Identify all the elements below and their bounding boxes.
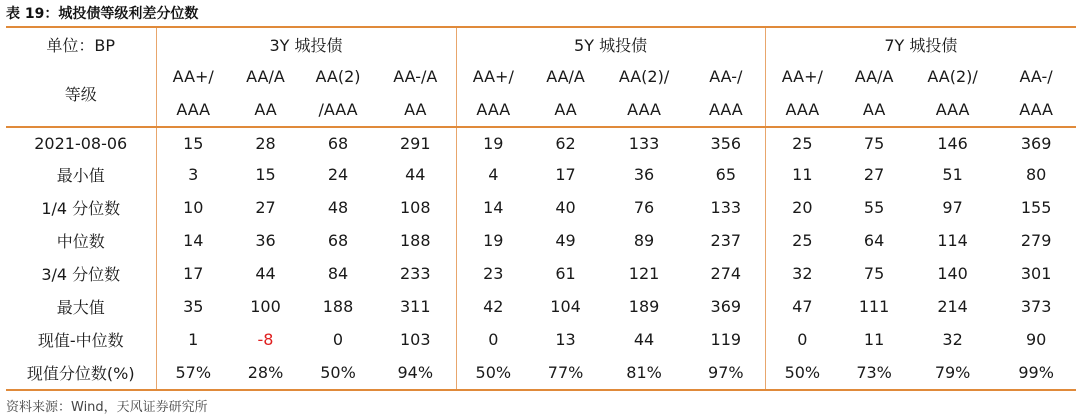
row-label: 最大值 bbox=[56, 298, 105, 317]
table-cell: 0 bbox=[765, 323, 839, 356]
table-cell: 27 bbox=[255, 198, 276, 217]
table-cell: 42 bbox=[456, 290, 530, 323]
table-cell: 111 bbox=[858, 297, 890, 316]
bottom-rule bbox=[6, 389, 1076, 391]
group-header: 7Y 城投债 bbox=[765, 28, 1076, 60]
table-cell: 369 bbox=[996, 127, 1076, 158]
table-row bbox=[6, 257, 1076, 290]
table-cell: 40 bbox=[555, 198, 576, 217]
grade-header-bottom: AA bbox=[554, 100, 577, 119]
table-cell: 188 bbox=[400, 231, 431, 250]
table-cell: 75 bbox=[839, 127, 909, 158]
table-row bbox=[6, 127, 1076, 158]
table-cell: 68 bbox=[301, 127, 375, 158]
row-label: 现值-中位数 bbox=[37, 331, 124, 350]
grade-header-bottom: /AAA bbox=[318, 100, 358, 119]
grade-header-bottom: AAA bbox=[627, 100, 661, 119]
table-cell: 14 bbox=[156, 224, 230, 257]
row-label: 最小值 bbox=[56, 166, 105, 185]
table-cell: 73% bbox=[856, 363, 892, 382]
table-cell: 237 bbox=[710, 231, 742, 250]
table-cell: 155 bbox=[1020, 198, 1052, 217]
grade-header-top: AA(2)/ bbox=[618, 67, 670, 86]
grade-header-top: AA/A bbox=[854, 67, 894, 86]
group-header: 3Y 城投债 bbox=[156, 28, 456, 60]
grade-header-top: AA-/A bbox=[393, 67, 438, 86]
table-cell: 94% bbox=[397, 363, 434, 382]
table-cell: 15 bbox=[255, 165, 276, 184]
table-cell: 20 bbox=[765, 191, 839, 224]
table-cell: 19 bbox=[456, 224, 530, 257]
table-cell: 140 bbox=[937, 264, 968, 283]
table-cell: 279 bbox=[1020, 231, 1052, 250]
grade-header-bottom: AA bbox=[404, 100, 427, 119]
spread-percentile-table bbox=[6, 28, 1076, 389]
row-label: 2021-08-06 bbox=[6, 127, 156, 158]
table-cell: 133 bbox=[601, 127, 687, 158]
row-label: 现值分位数(%) bbox=[26, 364, 135, 383]
table-cell: 15 bbox=[156, 127, 230, 158]
group-header: 5Y 城投债 bbox=[456, 28, 765, 60]
table-cell: 57% bbox=[156, 356, 230, 389]
table-cell: 214 bbox=[937, 297, 968, 316]
table-row bbox=[6, 158, 1076, 191]
table-cell: 25 bbox=[765, 224, 839, 257]
table-cell: 48 bbox=[327, 198, 349, 217]
row-label: 中位数 bbox=[56, 232, 105, 251]
table-cell: 108 bbox=[400, 198, 431, 217]
table-cell: 68 bbox=[327, 231, 349, 250]
table-cell: 13 bbox=[555, 330, 576, 349]
header-row-grades-top bbox=[6, 60, 1076, 93]
table-cell: 62 bbox=[530, 127, 601, 158]
grade-header-top: AA+/ bbox=[156, 60, 230, 93]
table-cell: 19 bbox=[456, 127, 530, 158]
table-cell: 274 bbox=[710, 264, 742, 283]
table-cell: 100 bbox=[250, 297, 281, 316]
table-cell: 97% bbox=[708, 363, 744, 382]
table-cell: 11 bbox=[765, 158, 839, 191]
table-cell: 89 bbox=[633, 231, 655, 250]
table-cell: 188 bbox=[322, 297, 354, 316]
table-cell: 90 bbox=[1025, 330, 1047, 349]
grade-header-top: AA/A bbox=[246, 67, 285, 86]
table-cell: 44 bbox=[633, 330, 655, 349]
table-cell: 55 bbox=[863, 198, 885, 217]
grade-header-top: AA+/ bbox=[765, 60, 839, 93]
grade-header-bottom: AAA bbox=[765, 93, 839, 127]
table-cell: 50% bbox=[320, 363, 356, 382]
table-title: 表 19：城投债等级利差分位数 bbox=[6, 6, 199, 22]
grade-header-top: AA-/ bbox=[709, 67, 743, 86]
table-cell: 44 bbox=[405, 165, 426, 184]
table-cell: 291 bbox=[375, 127, 456, 158]
table-cell: 17 bbox=[156, 257, 230, 290]
table-cell: 36 bbox=[633, 165, 655, 184]
header-row-grades-bottom bbox=[6, 93, 1076, 127]
table-cell: 65 bbox=[715, 165, 736, 184]
table-cell: 35 bbox=[156, 290, 230, 323]
table-row bbox=[6, 224, 1076, 257]
table-cell: 97 bbox=[942, 198, 963, 217]
grade-header-top: AA-/ bbox=[1019, 67, 1053, 86]
table-cell: 50% bbox=[456, 356, 530, 389]
grade-header-bottom: AAA bbox=[156, 93, 230, 127]
table-cell: 49 bbox=[555, 231, 576, 250]
table-cell: 79% bbox=[934, 363, 971, 382]
table-row bbox=[6, 323, 1076, 356]
source-note: 资料来源：Wind，天风证券研究所 bbox=[6, 400, 208, 415]
grade-header-top: AA(2)/ bbox=[927, 67, 978, 86]
grade-header-top: AA(2) bbox=[315, 67, 361, 86]
table-cell: 23 bbox=[456, 257, 530, 290]
row-label: 1/4 分位数 bbox=[41, 199, 121, 218]
table-cell: 104 bbox=[550, 297, 581, 316]
table-cell: 36 bbox=[255, 231, 276, 250]
table-cell: 44 bbox=[255, 264, 276, 283]
table-cell: 84 bbox=[327, 264, 349, 283]
table-cell: 119 bbox=[710, 330, 742, 349]
table-cell: 373 bbox=[1020, 297, 1052, 316]
table-cell: -8 bbox=[257, 330, 274, 349]
table-cell: 25 bbox=[765, 127, 839, 158]
grade-header-bottom: AA bbox=[254, 100, 277, 119]
table-cell: 10 bbox=[156, 191, 230, 224]
grade-header-bottom: AAA bbox=[1019, 100, 1053, 119]
table-cell: 32 bbox=[942, 330, 963, 349]
table-cell: 114 bbox=[937, 231, 968, 250]
table-cell: 4 bbox=[456, 158, 530, 191]
table-cell: 28 bbox=[230, 127, 301, 158]
table-cell: 75 bbox=[863, 264, 885, 283]
table-cell: 0 bbox=[332, 330, 344, 349]
table-cell: 189 bbox=[628, 297, 660, 316]
grade-label: 等级 bbox=[64, 84, 97, 104]
grade-header-bottom: AAA bbox=[456, 93, 530, 127]
grade-header-bottom: AA bbox=[862, 100, 886, 119]
table-cell: 103 bbox=[400, 330, 431, 349]
table-cell: 133 bbox=[710, 198, 742, 217]
grade-header-top: AA+/ bbox=[456, 60, 530, 93]
table-cell: 3 bbox=[156, 158, 230, 191]
table-cell: 61 bbox=[555, 264, 576, 283]
table-row bbox=[6, 356, 1076, 389]
table-cell: 47 bbox=[765, 290, 839, 323]
table-cell: 77% bbox=[547, 363, 584, 382]
table-cell: 32 bbox=[765, 257, 839, 290]
table-cell: 11 bbox=[863, 330, 885, 349]
table-cell: 51 bbox=[942, 165, 963, 184]
table-row bbox=[6, 290, 1076, 323]
table-cell: 28% bbox=[247, 363, 284, 382]
grade-header-bottom: AAA bbox=[935, 100, 970, 119]
table-cell: 0 bbox=[456, 323, 530, 356]
table-cell: 27 bbox=[863, 165, 885, 184]
grade-header-top: AA/A bbox=[546, 67, 585, 86]
table-cell: 121 bbox=[628, 264, 660, 283]
grade-header-bottom: AAA bbox=[708, 100, 743, 119]
table-cell: 369 bbox=[710, 297, 742, 316]
unit-label: 单位：BP bbox=[46, 35, 116, 55]
table-cell: 50% bbox=[765, 356, 839, 389]
table-cell: 24 bbox=[327, 165, 349, 184]
table-cell: 99% bbox=[1018, 363, 1054, 382]
table-cell: 76 bbox=[633, 198, 655, 217]
table-cell: 81% bbox=[626, 363, 662, 382]
table-cell: 356 bbox=[687, 127, 765, 158]
table-cell: 14 bbox=[456, 191, 530, 224]
table-row bbox=[6, 191, 1076, 224]
table-cell: 146 bbox=[909, 127, 996, 158]
table-cell: 80 bbox=[1025, 165, 1047, 184]
table-cell: 64 bbox=[863, 231, 885, 250]
table-cell: 1 bbox=[156, 323, 230, 356]
table-cell: 311 bbox=[400, 297, 431, 316]
table-cell: 17 bbox=[555, 165, 576, 184]
header-row-groups bbox=[6, 28, 1076, 60]
row-label: 3/4 分位数 bbox=[41, 265, 121, 284]
table-cell: 301 bbox=[1020, 264, 1052, 283]
table-cell: 233 bbox=[400, 264, 431, 283]
